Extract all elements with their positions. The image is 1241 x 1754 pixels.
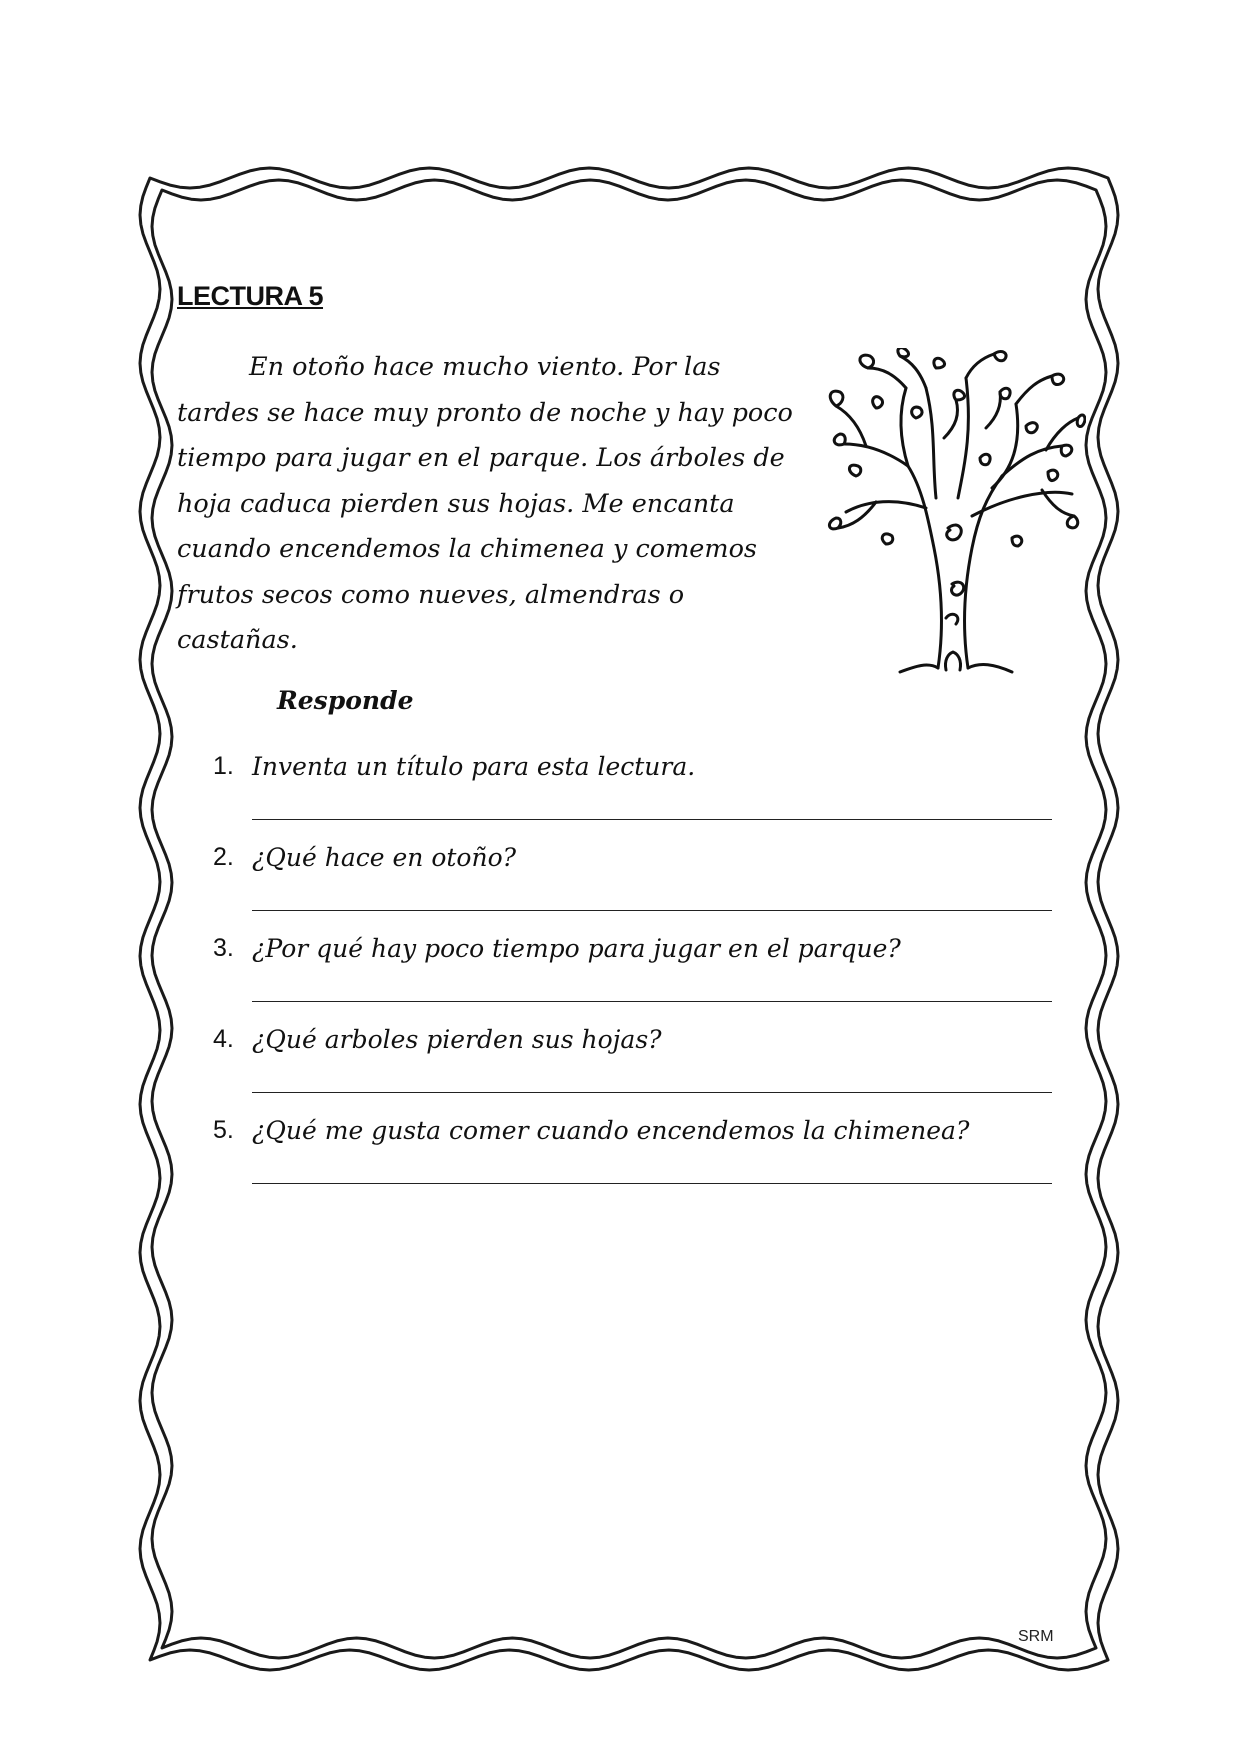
question-text: ¿Qué me gusta comer cuando encendemos la chimenea?: [252, 1116, 970, 1145]
question-text: Inventa un título para esta lectura.: [252, 752, 696, 781]
answer-line[interactable]: [252, 1183, 1052, 1184]
author-signature: SRM: [1018, 1628, 1054, 1645]
question-item: [205, 752, 1055, 843]
answer-line[interactable]: [252, 1001, 1052, 1002]
question-text: ¿Por qué hay poco tiempo para jugar en el parque?: [252, 934, 901, 963]
answer-line[interactable]: [252, 1092, 1052, 1093]
question-number: 3.: [213, 934, 234, 962]
page-title: LECTURA 5: [177, 281, 324, 311]
question-number: 1.: [213, 752, 234, 780]
question-item: [205, 934, 1055, 1025]
question-item: [205, 1116, 1055, 1207]
question-item: [205, 1025, 1055, 1116]
question-item: [205, 843, 1055, 934]
answer-line[interactable]: [252, 819, 1052, 820]
reading-passage: [177, 345, 799, 664]
bare-tree-icon: [816, 348, 1086, 680]
question-text: ¿Qué arboles pierden sus hojas?: [252, 1025, 662, 1054]
reading-line: tardes se hace muy pronto de noche y hay poco: [177, 397, 793, 428]
question-list: [205, 752, 1055, 1207]
reading-line: En otoño hace mucho viento. Por las: [249, 352, 721, 382]
answer-line[interactable]: [252, 910, 1052, 911]
question-number: 5.: [213, 1116, 234, 1144]
reading-line: hoja caduca pierden sus hojas. Me encanta: [177, 488, 735, 519]
question-text: ¿Qué hace en otoño?: [252, 843, 517, 872]
reading-line: castañas.: [177, 625, 298, 655]
reading-line: tiempo para jugar en el parque. Los árboles de: [177, 443, 785, 473]
reading-line: cuando encendemos la chimenea y comemos: [177, 534, 758, 564]
question-number: 4.: [213, 1025, 234, 1053]
reading-line: frutos secos como nueves, almendras o: [177, 579, 685, 610]
question-number: 2.: [213, 843, 234, 871]
section-heading: Responde: [277, 686, 414, 715]
